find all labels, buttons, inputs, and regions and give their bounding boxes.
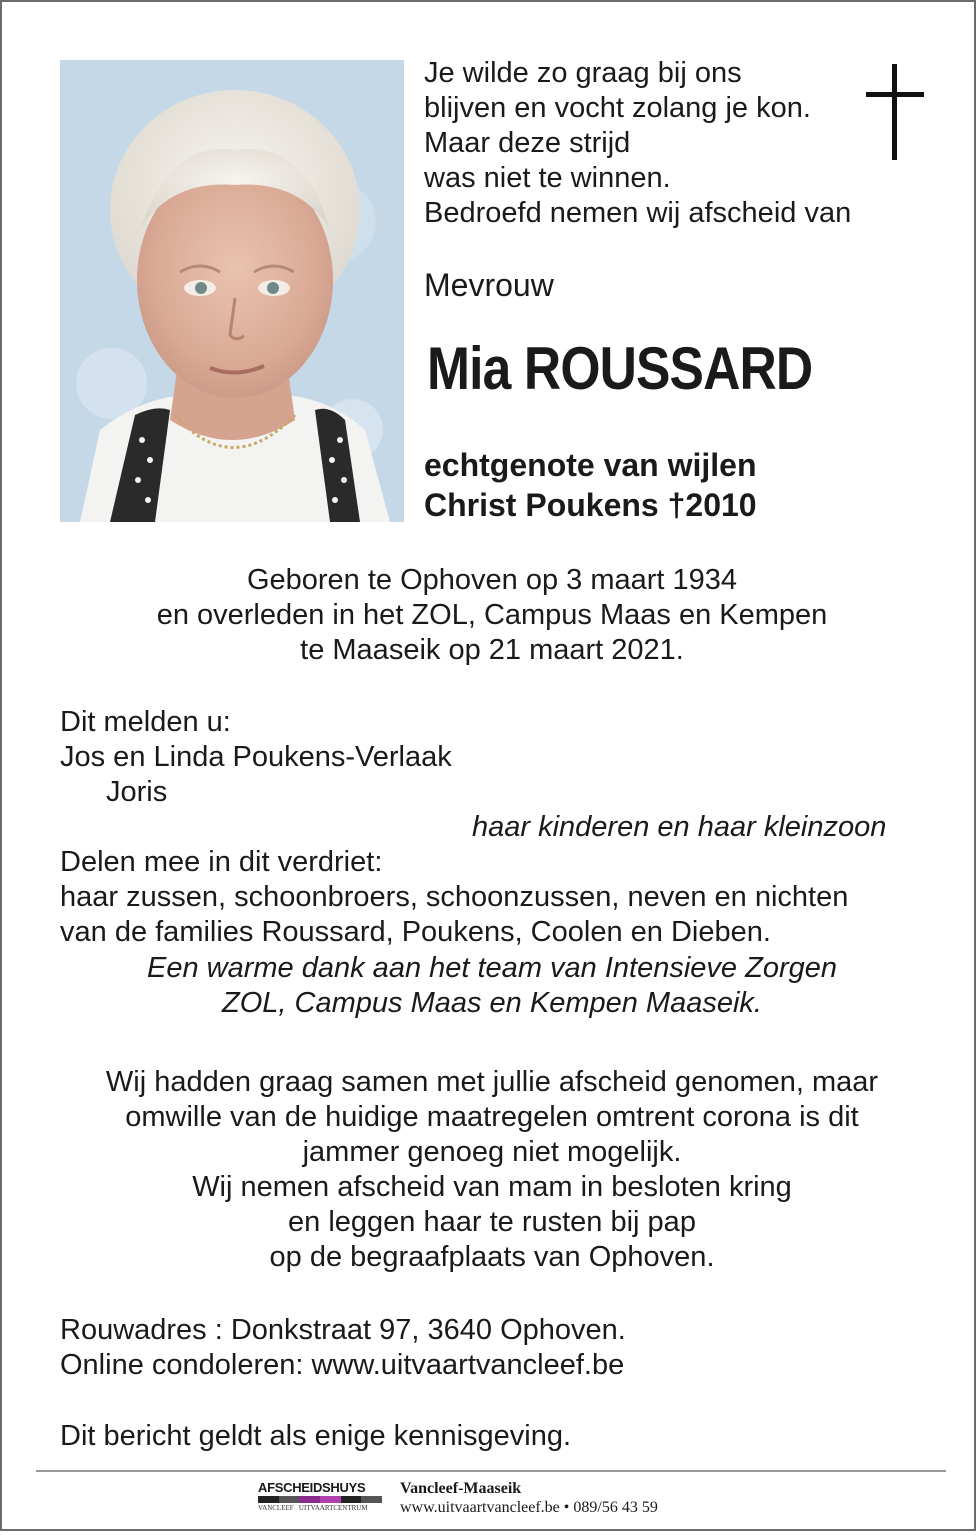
sharing xyxy=(60,845,848,950)
corona-line: Wij hadden graag samen met jullie afscheid genomen, maar xyxy=(105,1066,879,1098)
logo-color-bar xyxy=(258,1496,382,1503)
logo-swatch xyxy=(320,1496,341,1503)
logo-swatch xyxy=(361,1496,382,1503)
spouse-line: Christ Poukens †2010 xyxy=(424,487,757,523)
announcer-line: Joris xyxy=(106,776,168,808)
logo-left-text: VANCLEEF xyxy=(258,1504,294,1512)
sharing-line: van de families Roussard, Poukens, Coolen en Dieben. xyxy=(60,916,771,948)
contact xyxy=(60,1313,626,1383)
logo-swatch xyxy=(299,1496,320,1503)
poem-line: Bedroefd nemen wij afscheid van xyxy=(424,197,852,229)
logo-swatch xyxy=(279,1496,300,1503)
poem xyxy=(424,56,851,231)
corona-note xyxy=(60,1065,924,1275)
corona-line: omwille van de huidige maatregelen omtrent corona is dit xyxy=(125,1101,859,1133)
spouse-info xyxy=(424,445,757,525)
birth-death-info xyxy=(60,563,924,668)
logo-swatch xyxy=(341,1496,362,1503)
org-contact[interactable]: www.uitvaartvancleef.be • 089/56 43 59 xyxy=(400,1499,658,1516)
logo-swatch xyxy=(258,1496,279,1503)
logo-right-text: UITVAARTCENTRUM xyxy=(298,1504,368,1512)
thanks xyxy=(60,951,924,1021)
sharing-line: haar zussen, schoonbroers, schoonzussen, neven en nichten xyxy=(60,881,849,913)
deceased-name: Mia ROUSSARD xyxy=(427,335,813,402)
announcers-intro: Dit melden u: xyxy=(60,706,231,738)
birth-death-line: en overleden in het ZOL, Campus Maas en Kempen xyxy=(156,599,828,631)
poem-line: blijven en vocht zolang je kon. xyxy=(424,92,811,124)
org-name: Vancleef-Maaseik xyxy=(400,1480,522,1497)
corona-line: op de begraafplaats van Ophoven. xyxy=(269,1241,715,1273)
honorific: Mevrouw xyxy=(424,267,554,303)
birth-death-line: Geboren te Ophoven op 3 maart 1934 xyxy=(246,564,738,596)
corona-line: jammer genoeg niet mogelijk. xyxy=(302,1136,682,1168)
announcers xyxy=(60,705,452,810)
funeral-home-logo xyxy=(258,1480,382,1516)
thanks-line: Een warme dank aan het team van Intensieve Zorgen xyxy=(147,952,837,984)
logo-title: AFSCHEIDSHUYS xyxy=(258,1480,366,1495)
announcer-line: Jos en Linda Poukens-Verlaak xyxy=(60,741,452,773)
birth-death-line: te Maaseik op 21 maart 2021. xyxy=(300,634,684,666)
logo-subtitle xyxy=(258,1504,382,1512)
poem-line: Maar deze strijd xyxy=(424,127,631,159)
notice: Dit bericht geldt als enige kennisgeving. xyxy=(60,1420,572,1452)
corona-line: en leggen haar te rusten bij pap xyxy=(288,1206,696,1238)
funeral-home-info xyxy=(400,1479,658,1517)
address: Rouwadres : Donkstraat 97, 3640 Ophoven. xyxy=(60,1314,626,1346)
poem-line: Je wilde zo graag bij ons xyxy=(424,57,742,89)
corona-line: Wij nemen afscheid van mam in besloten kring xyxy=(192,1171,792,1203)
cross-icon xyxy=(866,64,924,160)
footer-divider xyxy=(36,1470,946,1472)
portrait-illustration xyxy=(60,60,404,522)
sharing-line: Delen mee in dit verdriet: xyxy=(60,846,383,878)
announcers-relation: haar kinderen en haar kleinzoon xyxy=(472,811,887,843)
online-condolence: Online condoleren: www.uitvaartvancleef.be xyxy=(60,1349,625,1381)
thanks-line: ZOL, Campus Maas en Kempen Maaseik. xyxy=(222,987,762,1019)
poem-line: was niet te winnen. xyxy=(424,162,671,194)
portrait-photo xyxy=(60,60,404,522)
spouse-line: echtgenote van wijlen xyxy=(424,447,757,483)
